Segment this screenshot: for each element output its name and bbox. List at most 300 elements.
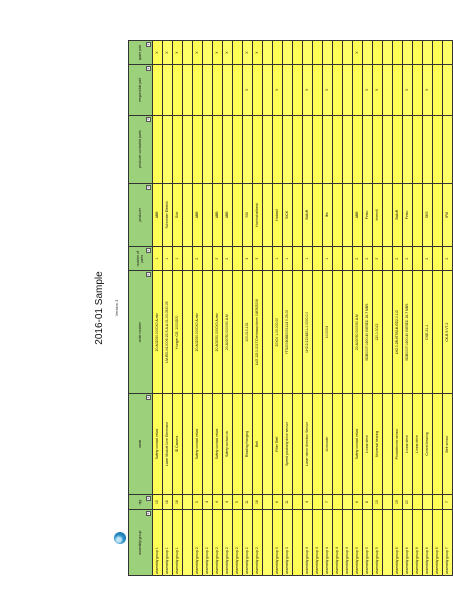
table-cell <box>293 183 303 247</box>
table-cell: ABB <box>223 183 233 247</box>
table-row <box>423 41 433 576</box>
table-row <box>183 41 193 576</box>
table-cell: 13 <box>373 494 383 509</box>
table-cell: X <box>223 41 233 65</box>
table-cell <box>423 41 433 65</box>
table-cell: Sick <box>173 183 183 247</box>
table-cell <box>203 65 213 115</box>
table-cell: X <box>253 41 263 65</box>
spreadsheet-sheet <box>94 38 449 578</box>
table-cell: 1 <box>323 247 333 271</box>
table-cell: 6 <box>273 494 283 509</box>
table-cell <box>423 494 433 509</box>
table-cell <box>263 65 273 115</box>
table-cell: SDB0007-1600.40 GGSEC 16-7 MBS <box>403 271 413 394</box>
table-cell: 20 <box>403 494 413 509</box>
table-cell: Control bearing <box>423 394 433 495</box>
table-cell <box>353 65 363 115</box>
table-cell: X <box>243 65 253 115</box>
table-cell <box>193 65 203 115</box>
table-cell <box>263 247 273 271</box>
table-cell <box>223 65 233 115</box>
table-cell <box>333 41 343 65</box>
table-cell: 16 <box>253 494 263 509</box>
table-row <box>153 41 163 576</box>
table-cell: 100-010-131 <box>243 271 253 394</box>
table-cell <box>183 41 193 65</box>
table-cell: 1 <box>303 247 313 271</box>
table-cell: X <box>273 65 283 115</box>
table-cell <box>313 247 323 271</box>
table-cell: Reading Hanging <box>243 394 253 495</box>
table-cell <box>243 115 253 183</box>
table-cell <box>263 115 273 183</box>
table-cell <box>203 183 213 247</box>
version-label: Version 3 <box>114 299 119 317</box>
table-cell <box>183 494 193 509</box>
filter-dropdown-icon[interactable]: ▾ <box>147 513 150 515</box>
table-cell: Safety contact relais <box>193 394 203 495</box>
table-cell: assembly group 7 <box>443 510 453 576</box>
table-cell <box>233 183 243 247</box>
table-row <box>263 41 273 576</box>
table-cell <box>333 271 343 394</box>
column-header[interactable] <box>129 115 153 183</box>
table-cell <box>203 394 213 495</box>
table-cell <box>383 65 393 115</box>
table-cell: 2 <box>353 247 363 271</box>
column-header[interactable] <box>129 510 153 576</box>
document-title: 2016-01 Sample <box>94 271 105 345</box>
table-cell: X <box>213 41 223 65</box>
table-row <box>373 41 383 576</box>
table-cell <box>323 115 333 183</box>
table-cell: Balluff <box>393 183 403 247</box>
table-cell <box>343 494 353 509</box>
table-cell: X <box>153 41 163 65</box>
table-cell <box>183 394 193 495</box>
table-cell <box>313 494 323 509</box>
table-cell <box>333 65 343 115</box>
table-cell: 2 <box>363 247 373 271</box>
table-cell: 20.A02050.0000X0 A.min <box>193 271 203 394</box>
table-cell: X <box>243 41 253 65</box>
table-cell: X <box>303 65 313 115</box>
table-row <box>393 41 403 576</box>
filter-dropdown-icon[interactable]: ▾ <box>147 274 150 276</box>
table-row <box>293 41 303 576</box>
table-cell <box>383 115 393 183</box>
table-cell: Hunger CG, 1000/200 <box>173 271 183 394</box>
table-cell: assembly group 1 <box>173 510 183 576</box>
table-cell: YTS20080880001114 0.05.00 <box>283 271 293 394</box>
table-cell <box>343 271 353 394</box>
table-cell: 2 <box>423 247 433 271</box>
table-cell <box>253 65 263 115</box>
table-cell: 7 <box>443 494 453 509</box>
table-cell: Speed proximity drive sensor <box>283 394 293 495</box>
table-row <box>173 41 183 576</box>
table-cell: SDB0007-1600.40 GGSEC 16-7 MBS <box>363 271 373 394</box>
table-cell: 4 <box>213 494 223 509</box>
table-cell: Interroll <box>373 183 383 247</box>
table-cell <box>433 41 443 65</box>
table-cell: SICK <box>283 183 293 247</box>
table-cell: ABB <box>153 183 163 247</box>
table-cell <box>233 65 243 115</box>
table-cell <box>433 65 443 115</box>
table-cell: assembly group 4 <box>323 510 333 576</box>
table-cell <box>213 65 223 115</box>
table-cell <box>163 65 173 115</box>
table-cell <box>443 41 453 65</box>
table-cell <box>213 115 223 183</box>
table-cell: 4 <box>303 494 313 509</box>
table-row <box>283 41 293 576</box>
table-cell <box>303 41 313 65</box>
table-cell <box>183 115 193 183</box>
table-cell: Schneider Elektrik <box>163 183 173 247</box>
table-cell <box>273 41 283 65</box>
table-cell: assembly group 5 <box>353 510 363 576</box>
table-cell <box>293 115 303 183</box>
table-row <box>273 41 283 576</box>
table-cell <box>293 247 303 271</box>
table-cell: Balluff <box>303 183 313 247</box>
column-header[interactable] <box>129 183 153 247</box>
table-cell <box>383 510 393 576</box>
table-cell: 16 <box>163 494 173 509</box>
table-cell <box>363 41 373 65</box>
table-cell: 2 <box>223 247 233 271</box>
table-cell <box>233 247 243 271</box>
filter-dropdown-icon[interactable]: ▾ <box>147 497 150 499</box>
table-cell: assembly group 1 <box>153 510 163 576</box>
table-cell: 4 <box>223 494 233 509</box>
table-cell <box>393 41 403 65</box>
table-cell: Festo <box>363 183 373 247</box>
table-cell <box>433 271 443 394</box>
table-cell: 10.0004 <box>323 271 333 394</box>
table-cell <box>373 115 383 183</box>
table-cell: 8 <box>363 494 373 509</box>
table-cell <box>433 494 443 509</box>
table-cell <box>233 271 243 394</box>
table-cell <box>233 41 243 65</box>
table-cell: LH2.0.2B.4T5S1B.GD2.0.1.D <box>393 271 403 394</box>
table-cell <box>183 510 193 576</box>
table-cell <box>343 247 353 271</box>
table-cell: assembly group 2 <box>193 510 203 576</box>
table-cell <box>403 41 413 65</box>
table-cell: 3 <box>243 247 253 271</box>
table-cell: 20.A02050.0000X0 A.M <box>353 271 363 394</box>
table-row <box>413 41 423 576</box>
filter-dropdown-icon[interactable]: ▾ <box>147 250 150 252</box>
table-cell: IFM <box>443 183 453 247</box>
column-header-label: responsible part <box>137 77 142 102</box>
column-header[interactable] <box>129 394 153 495</box>
table-cell <box>263 394 273 495</box>
table-cell <box>413 115 423 183</box>
table-cell: 20.A02050.0000X0 A.M <box>223 271 233 394</box>
table-cell: assembly group 3 <box>273 510 283 576</box>
table-cell: 5 <box>233 494 243 509</box>
table-cell <box>393 65 403 115</box>
table-cell: 6 <box>353 494 363 509</box>
table-cell <box>293 41 303 65</box>
filter-dropdown-icon[interactable]: ▾ <box>147 68 150 70</box>
table-cell: assembly group 4 <box>313 510 323 576</box>
table-cell <box>433 115 443 183</box>
table-cell <box>303 115 313 183</box>
table-cell <box>203 271 213 394</box>
table-cell: 1 <box>173 247 183 271</box>
table-row <box>193 41 203 576</box>
table-cell: Laser mirror direction Sensor <box>303 394 313 495</box>
table-cell <box>443 65 453 115</box>
table-row <box>323 41 333 576</box>
table-cell <box>343 115 353 183</box>
table-cell <box>313 271 323 394</box>
table-cell: 3 <box>253 247 263 271</box>
table-row <box>343 41 353 576</box>
table-cell: X <box>423 65 433 115</box>
table-cell <box>413 494 423 509</box>
table-cell: ABB <box>213 183 223 247</box>
table-cell: Belt <box>253 394 263 495</box>
table-cell <box>413 65 423 115</box>
table-row <box>443 41 453 576</box>
table-cell: assembly group 3 <box>283 510 293 576</box>
parts-table <box>128 40 453 576</box>
column-header[interactable] <box>129 41 153 65</box>
table-cell <box>403 115 413 183</box>
table-cell <box>313 394 323 495</box>
table-cell: ABB <box>193 183 203 247</box>
column-header-label: number of parts <box>135 251 144 267</box>
table-cell: 20.A02050.0000X0 A.min <box>153 271 163 394</box>
table-cell <box>383 394 393 495</box>
table-cell <box>433 247 443 271</box>
table-row <box>163 41 173 576</box>
table-cell: assembly group 5 <box>373 510 383 576</box>
table-cell: 1 <box>153 247 163 271</box>
table-cell <box>343 394 353 495</box>
table-cell <box>203 247 213 271</box>
table-cell <box>393 115 403 183</box>
table-cell: assembly group 6 <box>393 510 403 576</box>
table-row <box>233 41 243 576</box>
table-cell <box>293 271 303 394</box>
table-cell <box>283 65 293 115</box>
table-cell: assembly group 2 <box>213 510 223 576</box>
table-cell: assembly group 4 <box>303 510 313 576</box>
table-cell: assembly group 2 <box>223 510 233 576</box>
table-cell <box>363 115 373 183</box>
table-cell: Safety contact ok <box>223 394 233 495</box>
table-cell: Laser Module Line Generator <box>163 394 173 495</box>
table-cell: Festo <box>403 183 413 247</box>
table-cell <box>203 41 213 65</box>
table-cell <box>383 271 393 394</box>
table-cell: Safety contact relais <box>153 394 163 495</box>
table-row <box>433 41 443 576</box>
table-cell <box>183 183 193 247</box>
table-cell: assembly group 4 <box>343 510 353 576</box>
table-cell <box>173 115 183 183</box>
table-cell <box>433 394 443 495</box>
column-header-label: producer contacted parts <box>137 130 142 168</box>
table-cell: 7 <box>323 494 333 509</box>
table-cell: 20.A02050.0000X0 A.min <box>213 271 223 394</box>
filter-dropdown-icon[interactable]: ▾ <box>147 396 150 399</box>
column-header[interactable] <box>129 65 153 115</box>
table-cell: CK-B 5.V7-2 <box>443 271 453 394</box>
table-cell <box>333 494 343 509</box>
table-cell <box>313 65 323 115</box>
table-cell: assembly group 1 <box>163 510 173 576</box>
table-cell: assembly group 6 <box>433 510 443 576</box>
filter-dropdown-icon[interactable]: ▾ <box>147 43 150 46</box>
table-cell: LH2.2.2104A01-1.0000.0.0 <box>303 271 313 394</box>
table-cell <box>223 115 233 183</box>
table-cell <box>313 183 323 247</box>
table-row <box>333 41 343 576</box>
table-cell <box>233 394 243 495</box>
table-cell: assembly group 6 <box>423 510 433 576</box>
table-cell: Ifm <box>323 183 333 247</box>
table-cell <box>293 394 303 495</box>
table-cell <box>353 115 363 183</box>
column-header[interactable] <box>129 247 153 271</box>
table-cell <box>343 41 353 65</box>
table-cell <box>383 494 393 509</box>
table-cell: 1 <box>273 247 283 271</box>
table-cell <box>283 115 293 183</box>
column-header-label: name <box>137 439 142 449</box>
table-cell <box>413 271 423 394</box>
table-row <box>303 41 313 576</box>
table-cell <box>383 247 393 271</box>
table-cell: assembly group 2 <box>243 510 253 576</box>
table-cell <box>163 115 173 183</box>
table-cell <box>293 494 303 509</box>
column-header[interactable] <box>129 494 153 509</box>
column-header-label: producer <box>137 208 142 222</box>
table-cell <box>263 271 273 394</box>
table-cell: assembly group 5 <box>363 510 373 576</box>
table-cell: X <box>173 41 183 65</box>
table-body <box>153 41 453 576</box>
table-cell <box>263 41 273 65</box>
table-cell: 2 <box>213 247 223 271</box>
table-cell <box>183 65 193 115</box>
table-row <box>403 41 413 576</box>
table-cell: Linecoder <box>323 394 333 495</box>
table-cell <box>293 510 303 576</box>
table-cell: 1 <box>283 247 293 271</box>
column-header-label: qty <box>137 499 142 505</box>
column-header-label: order number <box>137 321 142 343</box>
column-header[interactable] <box>129 271 153 394</box>
table-cell <box>383 41 393 65</box>
table-cell: Linear drive <box>363 394 373 495</box>
table-cell <box>333 394 343 495</box>
table-cell: assembly group 2 <box>203 510 213 576</box>
table-cell: 16 <box>173 494 183 509</box>
table-cell: DSE-21-1 <box>423 271 433 394</box>
table-cell: Hochschaltbeck <box>253 183 263 247</box>
table-cell: assembly group 6 <box>413 510 423 576</box>
table-cell: 19 <box>393 494 403 509</box>
table-row <box>213 41 223 576</box>
table-row <box>363 41 373 576</box>
table-cell <box>323 41 333 65</box>
table-cell <box>263 183 273 247</box>
table-cell: X <box>163 41 173 65</box>
table-row <box>223 41 233 576</box>
table-cell <box>443 115 453 183</box>
table-cell: 2 <box>403 247 413 271</box>
table-cell <box>293 65 303 115</box>
table-cell: Safety contact relais <box>213 394 223 495</box>
table-cell <box>263 510 273 576</box>
table-row <box>203 41 213 576</box>
table-header-row <box>129 41 153 576</box>
table-cell <box>313 41 323 65</box>
table-cell: Safety contact relais <box>353 394 363 495</box>
table-cell: assembly group 2 <box>253 510 263 576</box>
table-cell <box>183 271 193 394</box>
table-cell: Universal bearing <box>373 394 383 495</box>
table-cell: LM-RD-04.0009.1S.S.A.A.01-00.05.D.05 <box>163 271 173 394</box>
table-cell <box>173 65 183 115</box>
table-cell <box>333 115 343 183</box>
table-cell <box>413 183 423 247</box>
table-cell: 11 <box>243 494 253 509</box>
table-cell <box>343 183 353 247</box>
table-cell <box>333 247 343 271</box>
table-cell <box>233 115 243 183</box>
table-cell: SKS <box>423 183 433 247</box>
table-cell <box>153 65 163 115</box>
table-cell: LLG 1210-0017 Drehmaschinen 04/05/2006 <box>253 271 263 394</box>
table-cell <box>183 247 193 271</box>
table-row <box>353 41 363 576</box>
table-cell <box>423 115 433 183</box>
table-cell <box>193 115 203 183</box>
table-cell: SSI <box>243 183 253 247</box>
filter-dropdown-icon[interactable]: ▾ <box>147 186 150 188</box>
table-cell: X <box>353 41 363 65</box>
filter-dropdown-icon[interactable]: ▾ <box>147 118 150 120</box>
table-cell: assembly group 6 <box>403 510 413 576</box>
table-cell: assembly group 2 <box>233 510 243 576</box>
table-cell <box>383 183 393 247</box>
table-cell: 15 <box>153 494 163 509</box>
column-header-label: spare part <box>137 44 142 61</box>
table-cell <box>373 41 383 65</box>
table-cell <box>203 115 213 183</box>
table-cell: 11 <box>283 494 293 509</box>
table-cell <box>253 115 263 183</box>
table-cell <box>313 115 323 183</box>
column-header-label: assembly group <box>137 530 142 555</box>
table-cell <box>283 41 293 65</box>
table-cell <box>263 494 273 509</box>
table-cell <box>333 183 343 247</box>
